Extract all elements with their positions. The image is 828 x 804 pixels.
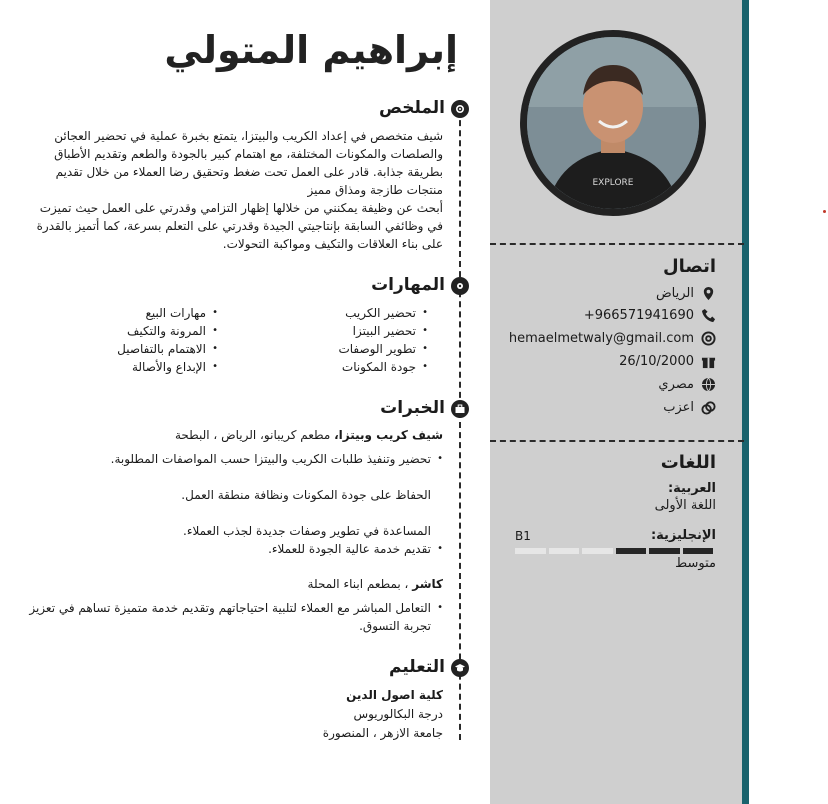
contact-marital — [663, 397, 716, 417]
lang-arabic-name: العربية: — [667, 481, 716, 496]
timeline-line — [459, 100, 461, 740]
lang-english-bar — [515, 548, 713, 554]
phone-icon — [700, 307, 716, 323]
job1-duty: • تقديم خدمة عالية الجودة للعملاء. — [13, 540, 443, 558]
at-sign-icon — [700, 330, 716, 346]
contact-email — [509, 328, 716, 348]
contact-nationality — [658, 374, 716, 394]
skills-list-2 — [38, 304, 218, 376]
svg-text:EXPLORE: EXPLORE — [592, 178, 634, 188]
email-value[interactable]: hemaelmetwaly@gmail.com — [508, 330, 694, 346]
lang-english-name: الإنجليزية: — [650, 528, 716, 543]
lang-english-cefr: B1 — [515, 529, 531, 543]
job1-header — [175, 428, 443, 442]
job2-role: كاشر — [412, 577, 443, 591]
lang-arabic-level: اللغة الأولى — [654, 498, 716, 513]
rings-icon — [700, 399, 716, 415]
education-degree: درجة البكالوريوس — [353, 707, 443, 721]
contact-title: اتصال — [662, 256, 716, 277]
education-entry — [323, 686, 443, 743]
gear-icon — [451, 100, 469, 118]
lang-level-segment — [616, 548, 647, 554]
nationality-value: مصري — [658, 376, 694, 392]
experience-title: الخبرات — [380, 398, 445, 418]
skill-item: • المرونة والتكيف — [38, 322, 218, 340]
skill-item: • تحضير البيتزا — [248, 322, 428, 340]
job1-place: مطعم كريبانو، الرياض ، البطحة — [174, 428, 335, 442]
skills-list-1 — [248, 304, 428, 376]
job2-place: ، بمطعم ابناء المحلة — [307, 577, 413, 591]
education-title: التعليم — [389, 657, 445, 677]
skill-item: • جودة المكونات — [248, 358, 428, 376]
skill-item: • تحضير الكريب — [248, 304, 428, 322]
profile-photo — [520, 30, 706, 216]
skills-icon — [451, 277, 469, 295]
languages-divider — [490, 440, 744, 442]
skill-item: • تطوير الوصفات — [248, 340, 428, 358]
birthdate-value: 26/10/2000 — [619, 353, 694, 369]
job2-duties — [23, 599, 443, 635]
education-university: جامعة الازهر ، المنصورة — [322, 726, 443, 740]
summary-paragraph-2: أبحث عن وظيفة يمكنني من خلالها إظهار التزامي وقدرتي على العمل حيث تميزت في وظائفي السابقة بإنتاجيتي الجيدة وقدرتي على التعلم بسرعة، كما أتميز بالقدرة على بناء العلاقات والتكيف ومواكبة التحولات. — [36, 201, 443, 251]
lang-level-segment — [649, 548, 680, 554]
job1-duties — [13, 450, 443, 558]
contact-phone — [584, 305, 716, 325]
summary-title: الملخص — [379, 98, 445, 118]
summary-paragraph-1: شيف متخصص في إعداد الكريب والبيتزا، يتمتع بخبرة عملية في تحضير العجائن والصلصات والمكونات المختلفة، مع اهتمام كبير بالجودة والطعم وتقديم الأطباق بطريقة جذابة. قادر على العمل تحت ضغط وتحقيق رضا العملاء من خلال تقديم منتجات طازجة ومذاق مميز — [54, 129, 443, 197]
education-school: كلية اصول الدين — [346, 688, 443, 702]
skills-title: المهارات — [371, 275, 445, 295]
phone-value[interactable]: +966571941690 — [583, 307, 694, 323]
graduation-icon — [451, 659, 469, 677]
decor-dot — [823, 210, 826, 213]
job1-duty: الحفاظ على جودة المكونات ونظافة منطقة العمل. — [181, 488, 431, 502]
job1-duty: المساعدة في تطوير وصفات جديدة لجذب العملاء. — [183, 524, 431, 538]
lang-level-segment — [549, 548, 580, 554]
location-value: الرياض — [655, 285, 694, 301]
skill-item: • مهارات البيع — [38, 304, 218, 322]
languages-title: اللغات — [660, 452, 716, 473]
contact-divider — [490, 243, 744, 245]
accent-stripe — [742, 0, 749, 804]
skill-item: • الاهتمام بالتفاصيل — [38, 340, 218, 358]
location-pin-icon — [700, 285, 716, 301]
full-name: إبراهيم المتولي — [164, 28, 458, 72]
lang-level-segment — [582, 548, 613, 554]
lang-level-segment — [515, 548, 546, 554]
job1-duty: • تحضير وتنفيذ طلبات الكريب والبيتزا حسب المواصفات المطلوبة. — [13, 450, 443, 468]
marital-value: اعزب — [663, 399, 694, 415]
job2-header — [308, 577, 443, 591]
lang-level-segment — [683, 548, 714, 554]
contact-location — [656, 283, 716, 303]
gift-icon — [700, 353, 716, 369]
briefcase-icon — [451, 400, 469, 418]
job2-duty: • التعامل المباشر مع العملاء لتلبية احتياجاتهم وتقديم خدمة متميزة تساهم في تعزيز تجربة التسوق. — [23, 599, 443, 635]
contact-birthdate — [619, 351, 716, 371]
skill-item: • الإبداع والأصالة — [38, 358, 218, 376]
lang-english-level: متوسط — [675, 556, 716, 571]
job1-role: شيف كريب وبيتزا، — [334, 428, 443, 442]
globe-icon — [700, 376, 716, 392]
